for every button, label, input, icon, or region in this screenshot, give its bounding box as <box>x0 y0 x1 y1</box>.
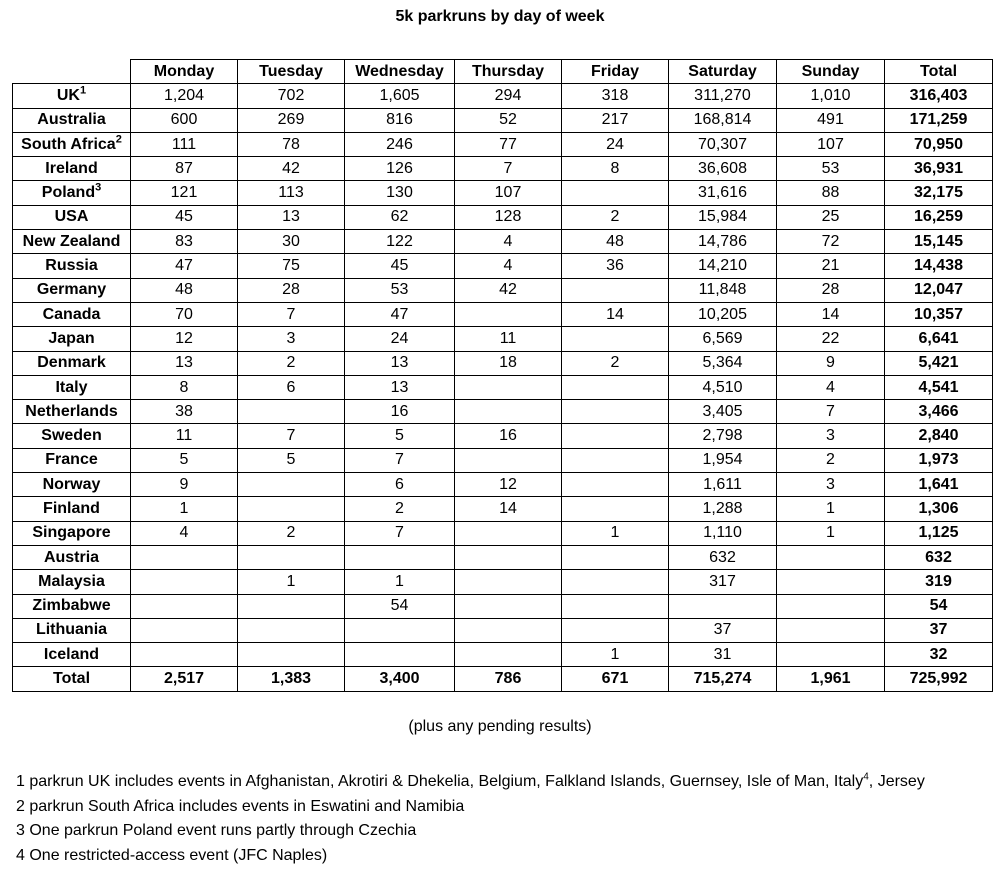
table-cell: 45 <box>131 205 238 229</box>
table-cell <box>131 618 238 642</box>
table-cell: 78 <box>238 132 345 156</box>
table-cell: 7 <box>238 302 345 326</box>
table-cell: 1,954 <box>669 448 777 472</box>
footnote-1-tail: , Jersey <box>868 773 925 790</box>
table-cell: 6 <box>345 473 455 497</box>
country-name: South Africa <box>21 135 116 153</box>
table-cell <box>455 643 562 667</box>
table-cell: 14 <box>562 302 669 326</box>
column-header: Friday <box>562 60 669 84</box>
table-cell: 1,204 <box>131 84 238 108</box>
table-cell: 14,210 <box>669 254 777 278</box>
table-cell: 13 <box>345 351 455 375</box>
table-cell <box>455 375 562 399</box>
table-cell: 14,786 <box>669 230 777 254</box>
table-row <box>13 230 993 254</box>
total-cell: 3,466 <box>885 400 993 424</box>
table-cell <box>562 570 669 594</box>
total-cell: 2,840 <box>885 424 993 448</box>
country-name: Australia <box>37 111 106 129</box>
table-cell <box>562 545 669 569</box>
table-cell: 45 <box>345 254 455 278</box>
table-cell: 52 <box>455 108 562 132</box>
table-cell: 122 <box>345 230 455 254</box>
table-cell: 5 <box>345 424 455 448</box>
row-label <box>13 594 131 618</box>
table-cell: 53 <box>345 278 455 302</box>
table-row <box>13 473 993 497</box>
row-label <box>13 400 131 424</box>
country-name: Ireland <box>45 159 98 177</box>
table-cell <box>131 570 238 594</box>
table-cell <box>455 618 562 642</box>
table-cell <box>562 424 669 448</box>
table-cell <box>455 570 562 594</box>
country-name: Russia <box>45 257 98 275</box>
table-cell: 1,110 <box>669 521 777 545</box>
table-cell: 21 <box>777 254 885 278</box>
total-cell: 715,274 <box>669 667 777 691</box>
table-cell: 28 <box>777 278 885 302</box>
table-cell: 62 <box>345 205 455 229</box>
table-cell: 6 <box>238 375 345 399</box>
table-cell <box>455 521 562 545</box>
country-name: Poland <box>41 184 96 202</box>
table-cell <box>238 545 345 569</box>
total-cell: 16,259 <box>885 205 993 229</box>
table-cell: 632 <box>669 545 777 569</box>
row-label <box>13 497 131 521</box>
table-cell <box>238 497 345 521</box>
table-cell <box>562 181 669 205</box>
table-cell: 16 <box>455 424 562 448</box>
total-cell: 171,259 <box>885 108 993 132</box>
table-cell: 2 <box>238 351 345 375</box>
table-row <box>13 157 993 181</box>
country-name: Netherlands <box>25 402 118 420</box>
table-cell: 1 <box>345 570 455 594</box>
footnote-1 <box>16 770 996 795</box>
table-cell: 11 <box>131 424 238 448</box>
row-label <box>13 181 131 205</box>
table-row <box>13 278 993 302</box>
table-cell <box>345 643 455 667</box>
table-cell: 317 <box>669 570 777 594</box>
table-cell: 2 <box>238 521 345 545</box>
country-name: Japan <box>48 329 95 347</box>
table-cell: 25 <box>777 205 885 229</box>
table-cell: 53 <box>777 157 885 181</box>
table-cell: 36 <box>562 254 669 278</box>
table-cell: 1 <box>562 521 669 545</box>
table-cell: 15,984 <box>669 205 777 229</box>
table-row <box>13 108 993 132</box>
table-cell: 5,364 <box>669 351 777 375</box>
table-cell <box>562 448 669 472</box>
table-cell: 130 <box>345 181 455 205</box>
row-label <box>13 545 131 569</box>
table-cell <box>562 327 669 351</box>
table-cell: 318 <box>562 84 669 108</box>
table-cell: 12 <box>131 327 238 351</box>
table-cell <box>238 473 345 497</box>
table-cell: 13 <box>131 351 238 375</box>
table-cell: 121 <box>131 181 238 205</box>
table-row <box>13 327 993 351</box>
table-cell: 7 <box>777 400 885 424</box>
table-cell <box>562 400 669 424</box>
country-name: Italy <box>55 378 88 396</box>
table-cell <box>131 643 238 667</box>
row-label <box>13 302 131 326</box>
table-row <box>13 618 993 642</box>
column-header: Sunday <box>777 60 885 84</box>
table-cell: 816 <box>345 108 455 132</box>
column-header: Total <box>885 60 993 84</box>
table-cell: 11 <box>455 327 562 351</box>
country-name: France <box>45 451 98 469</box>
table-row <box>13 424 993 448</box>
country-name: Germany <box>36 281 107 299</box>
table-cell <box>562 594 669 618</box>
table-cell: 2 <box>562 351 669 375</box>
total-cell: 32 <box>885 643 993 667</box>
country-name: Zimbabwe <box>32 597 111 615</box>
table-cell: 1 <box>131 497 238 521</box>
country-name: Singapore <box>32 524 111 542</box>
total-cell: 319 <box>885 570 993 594</box>
table-cell: 36,608 <box>669 157 777 181</box>
table-row <box>13 594 993 618</box>
table-cell: 4 <box>131 521 238 545</box>
table-cell: 2 <box>777 448 885 472</box>
table-cell: 128 <box>455 205 562 229</box>
table-cell: 14 <box>455 497 562 521</box>
table-cell: 48 <box>562 230 669 254</box>
table-cell <box>562 473 669 497</box>
table-cell <box>562 618 669 642</box>
table-body <box>13 84 993 691</box>
table-cell: 6,569 <box>669 327 777 351</box>
row-label <box>13 84 131 108</box>
table-cell <box>345 545 455 569</box>
table-cell <box>238 618 345 642</box>
table-cell: 246 <box>345 132 455 156</box>
country-name: UK <box>56 86 80 104</box>
table-cell: 28 <box>238 278 345 302</box>
table-cell: 1,605 <box>345 84 455 108</box>
table-cell <box>777 643 885 667</box>
table-cell: 1 <box>238 570 345 594</box>
table-cell: 31 <box>669 643 777 667</box>
table-cell: 16 <box>345 400 455 424</box>
table-row <box>13 643 993 667</box>
total-cell: 3,400 <box>345 667 455 691</box>
table-cell: 491 <box>777 108 885 132</box>
table-cell <box>238 643 345 667</box>
table-cell: 83 <box>131 230 238 254</box>
table-cell: 10,205 <box>669 302 777 326</box>
total-cell: 1,973 <box>885 448 993 472</box>
country-name: Sweden <box>41 427 102 445</box>
total-cell: 12,047 <box>885 278 993 302</box>
table-cell: 702 <box>238 84 345 108</box>
row-label <box>13 473 131 497</box>
total-cell: 1,961 <box>777 667 885 691</box>
total-cell: 786 <box>455 667 562 691</box>
table-cell: 31,616 <box>669 181 777 205</box>
country-name: Norway <box>42 475 101 493</box>
table-cell: 1 <box>777 521 885 545</box>
total-cell: 32,175 <box>885 181 993 205</box>
table-cell: 126 <box>345 157 455 181</box>
table-cell: 8 <box>562 157 669 181</box>
table-cell: 75 <box>238 254 345 278</box>
table-cell: 9 <box>777 351 885 375</box>
table-row <box>13 181 993 205</box>
table-row <box>13 448 993 472</box>
row-label <box>13 327 131 351</box>
table-cell <box>455 400 562 424</box>
country-name: USA <box>54 208 89 226</box>
table-cell <box>345 618 455 642</box>
country-name: New Zealand <box>22 232 121 250</box>
table-cell: 1,288 <box>669 497 777 521</box>
total-cell: 36,931 <box>885 157 993 181</box>
table-row <box>13 497 993 521</box>
table-cell: 4 <box>777 375 885 399</box>
table-cell: 2,798 <box>669 424 777 448</box>
table-cell: 70 <box>131 302 238 326</box>
table-cell: 4,510 <box>669 375 777 399</box>
table-cell: 11,848 <box>669 278 777 302</box>
total-cell: 37 <box>885 618 993 642</box>
table-cell <box>131 545 238 569</box>
country-name: Canada <box>42 305 101 323</box>
total-cell: 2,517 <box>131 667 238 691</box>
table-cell <box>562 497 669 521</box>
table-cell: 113 <box>238 181 345 205</box>
total-cell: 1,306 <box>885 497 993 521</box>
page-title: 5k parkruns by day of week <box>395 8 605 25</box>
row-label <box>13 205 131 229</box>
table-cell: 600 <box>131 108 238 132</box>
table-cell: 7 <box>455 157 562 181</box>
table-cell: 1,611 <box>669 473 777 497</box>
table-row <box>13 375 993 399</box>
footnote-marker: 2 <box>115 133 122 146</box>
table-cell: 37 <box>669 618 777 642</box>
table-cell: 3 <box>238 327 345 351</box>
row-label <box>13 157 131 181</box>
table-cell: 72 <box>777 230 885 254</box>
table-row <box>13 351 993 375</box>
table-cell: 4 <box>455 254 562 278</box>
table-cell: 24 <box>562 132 669 156</box>
table-row <box>13 570 993 594</box>
total-cell: 316,403 <box>885 84 993 108</box>
table-cell <box>455 594 562 618</box>
table-row <box>13 205 993 229</box>
country-name: Malaysia <box>38 572 105 590</box>
table-cell: 3,405 <box>669 400 777 424</box>
total-cell: 1,125 <box>885 521 993 545</box>
row-label <box>13 351 131 375</box>
table-cell <box>455 448 562 472</box>
row-label <box>13 108 131 132</box>
corner-cell <box>13 60 131 84</box>
footnote-marker: 3 <box>95 181 102 194</box>
footnotes <box>16 770 996 868</box>
row-label <box>13 132 131 156</box>
table-cell: 42 <box>238 157 345 181</box>
table-cell: 3 <box>777 424 885 448</box>
table-cell <box>238 400 345 424</box>
row-label <box>13 254 131 278</box>
row-label <box>13 521 131 545</box>
table-cell: 294 <box>455 84 562 108</box>
country-name: Lithuania <box>35 621 108 639</box>
table-cell: 7 <box>345 521 455 545</box>
table-row <box>13 132 993 156</box>
pending-note: (plus any pending results) <box>408 718 592 735</box>
table-cell <box>238 594 345 618</box>
table-cell <box>777 594 885 618</box>
table-cell: 5 <box>131 448 238 472</box>
table-cell: 42 <box>455 278 562 302</box>
total-cell: 1,383 <box>238 667 345 691</box>
table-row <box>13 302 993 326</box>
column-header: Tuesday <box>238 60 345 84</box>
table-cell: 107 <box>455 181 562 205</box>
table-row <box>13 254 993 278</box>
table-cell <box>455 545 562 569</box>
row-label <box>13 643 131 667</box>
total-cell: 5,421 <box>885 351 993 375</box>
total-cell: 54 <box>885 594 993 618</box>
total-cell: 632 <box>885 545 993 569</box>
total-row-label: Total <box>13 667 131 691</box>
table-cell: 1 <box>777 497 885 521</box>
table-cell: 54 <box>345 594 455 618</box>
table-cell <box>777 618 885 642</box>
total-cell: 725,992 <box>885 667 993 691</box>
country-name: Iceland <box>43 645 100 663</box>
table-cell: 111 <box>131 132 238 156</box>
table-cell: 4 <box>455 230 562 254</box>
table-cell: 14 <box>777 302 885 326</box>
table-cell: 13 <box>345 375 455 399</box>
table-cell: 2 <box>345 497 455 521</box>
table-row <box>13 545 993 569</box>
table-cell: 77 <box>455 132 562 156</box>
table-cell: 7 <box>238 424 345 448</box>
table-cell: 7 <box>345 448 455 472</box>
table-cell <box>669 594 777 618</box>
table-cell: 38 <box>131 400 238 424</box>
footnote-marker: 1 <box>79 84 87 97</box>
header-row <box>13 60 993 84</box>
table-cell: 9 <box>131 473 238 497</box>
table-cell: 1,010 <box>777 84 885 108</box>
table-row <box>13 84 993 108</box>
table-cell: 168,814 <box>669 108 777 132</box>
table-cell: 48 <box>131 278 238 302</box>
table-cell <box>562 278 669 302</box>
table-cell <box>777 545 885 569</box>
table-cell: 47 <box>345 302 455 326</box>
total-cell: 6,641 <box>885 327 993 351</box>
row-label <box>13 278 131 302</box>
table-cell: 30 <box>238 230 345 254</box>
table-cell: 269 <box>238 108 345 132</box>
table-cell: 24 <box>345 327 455 351</box>
table-cell: 87 <box>131 157 238 181</box>
row-label <box>13 424 131 448</box>
table-cell: 70,307 <box>669 132 777 156</box>
row-label <box>13 618 131 642</box>
row-label <box>13 570 131 594</box>
table-cell: 13 <box>238 205 345 229</box>
total-cell: 10,357 <box>885 302 993 326</box>
country-name: Denmark <box>37 354 106 372</box>
total-cell: 70,950 <box>885 132 993 156</box>
total-row <box>13 667 993 691</box>
table-cell: 8 <box>131 375 238 399</box>
footnote-3: 3 One parkrun Poland event runs partly through Czechia <box>16 822 417 839</box>
parkrun-table <box>12 59 993 692</box>
table-cell <box>562 375 669 399</box>
table-cell: 12 <box>455 473 562 497</box>
row-label <box>13 375 131 399</box>
table-cell: 22 <box>777 327 885 351</box>
table-cell: 18 <box>455 351 562 375</box>
footnote-2: 2 parkrun South Africa includes events in Eswatini and Namibia <box>16 797 465 815</box>
table-cell: 5 <box>238 448 345 472</box>
total-cell: 4,541 <box>885 375 993 399</box>
table-row <box>13 521 993 545</box>
table-cell: 1 <box>562 643 669 667</box>
country-name: Finland <box>43 499 100 517</box>
table-cell <box>777 570 885 594</box>
total-cell: 15,145 <box>885 230 993 254</box>
column-header: Monday <box>131 60 238 84</box>
footnote-1-sup: 4 <box>863 771 869 783</box>
table-cell: 311,270 <box>669 84 777 108</box>
table-cell: 3 <box>777 473 885 497</box>
table-cell: 107 <box>777 132 885 156</box>
table-cell: 47 <box>131 254 238 278</box>
table-cell <box>131 594 238 618</box>
table-cell <box>455 302 562 326</box>
column-header: Saturday <box>669 60 777 84</box>
table-cell: 2 <box>562 205 669 229</box>
total-cell: 671 <box>562 667 669 691</box>
table-cell: 88 <box>777 181 885 205</box>
column-header: Wednesday <box>345 60 455 84</box>
total-cell: 14,438 <box>885 254 993 278</box>
row-label <box>13 230 131 254</box>
footnote-4: 4 One restricted-access event (JFC Naples) <box>16 846 328 864</box>
row-label <box>13 448 131 472</box>
column-header: Thursday <box>455 60 562 84</box>
table-cell: 217 <box>562 108 669 132</box>
country-name: Austria <box>43 548 100 566</box>
total-cell: 1,641 <box>885 473 993 497</box>
table-row <box>13 400 993 424</box>
footnote-1-text: 1 parkrun UK includes events in Afghanistan, Akrotiri & Dhekelia, Belgium, Falkland Islands, Guernsey, Isle of Man, Italy <box>16 773 864 790</box>
